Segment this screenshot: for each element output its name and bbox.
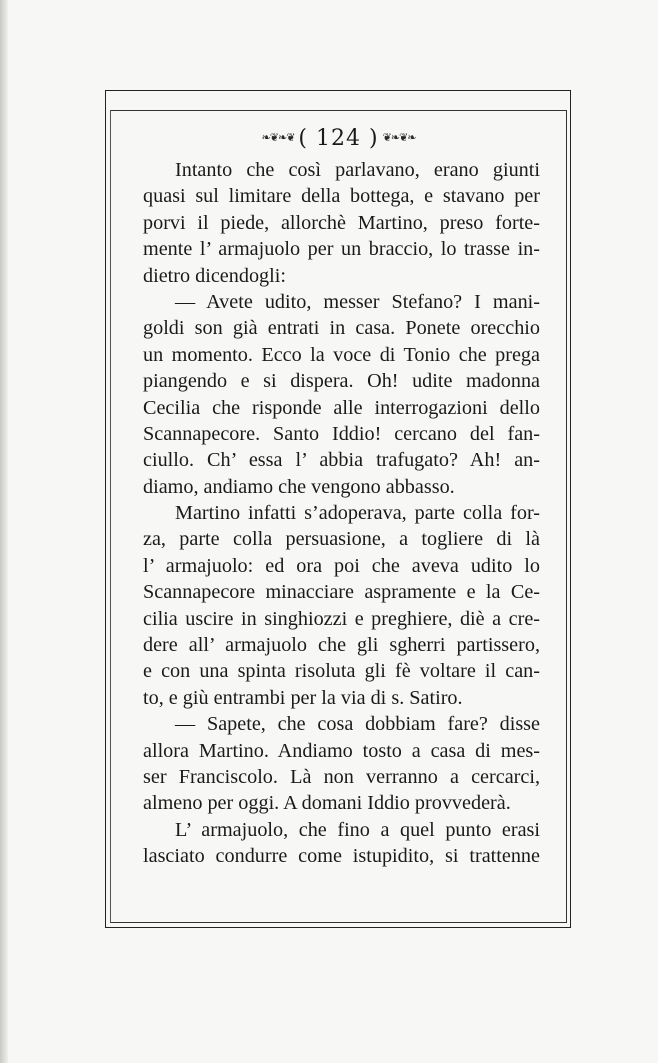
text-line: allora Martino. Andiamo tosto a casa di mes- bbox=[143, 739, 540, 762]
text-line: dere all’ armajuolo che gli sgherri partissero, bbox=[143, 634, 540, 657]
ornament-left-icon: ❧❦❧❦ bbox=[261, 131, 295, 144]
page-header bbox=[110, 126, 567, 151]
text-line: Cecilia che risponde alle interrogazioni dello bbox=[143, 396, 540, 419]
text-line: un momento. Ecco la voce di Tonio che prega bbox=[143, 343, 540, 366]
text-line: mente l’ armajuolo per un braccio, lo trasse in- bbox=[143, 238, 540, 261]
text-line: cilia uscire in singhiozzi e preghiere, diè a cre- bbox=[143, 607, 540, 630]
text-line: Scannapecore minacciare aspramente e la Ce- bbox=[143, 581, 540, 604]
ornament-right-icon: ❦❧❦❧ bbox=[382, 131, 416, 144]
text-line: — Sapete, che cosa dobbiam fare? disse bbox=[175, 713, 540, 736]
text-line: l’ armajuolo: ed ora poi che aveva udito lo bbox=[143, 554, 540, 577]
text-line: Martino infatti s’adoperava, parte colla for- bbox=[175, 502, 540, 525]
text-line: piangendo e si dispera. Oh! udite madonna bbox=[143, 370, 540, 393]
text-line: L’ armajuolo, che fino a quel punto erasi bbox=[175, 818, 540, 841]
text-line: ser Franciscolo. Là non verranno a cercarci, bbox=[143, 765, 540, 788]
text-line: quasi sul limitare della bottega, e stavano per bbox=[143, 185, 540, 208]
text-line: Intanto che così parlavano, erano giunti bbox=[175, 159, 540, 181]
text-line: diamo, andiamo che vengono abbasso. bbox=[143, 475, 455, 498]
text-line: lasciato condurre come istupidito, si trattenne bbox=[143, 845, 540, 868]
text-line: za, parte colla persuasione, a togliere di là bbox=[143, 528, 540, 551]
body-text bbox=[143, 157, 540, 870]
scan-page-edge bbox=[0, 0, 8, 1063]
text-line: porvi il piede, allorchè Martino, preso forte- bbox=[143, 211, 540, 234]
text-line: dietro dicendogli: bbox=[143, 264, 286, 287]
text-line: ciullo. Ch’ essa l’ abbia trafugato? Ah! an- bbox=[143, 449, 540, 472]
text-line: e con una spinta risoluta gli fè voltare il can- bbox=[143, 660, 540, 683]
text-line: to, e giù entrambi per la via di s. Satiro. bbox=[143, 686, 463, 709]
page-number: ( 124 ) bbox=[298, 126, 379, 151]
text-line: Scannapecore. Santo Iddio! cercano del fan- bbox=[143, 422, 540, 445]
text-line: — Avete udito, messer Stefano? I mani- bbox=[175, 290, 540, 313]
text-line: almeno per oggi. A domani Iddio provvederà. bbox=[143, 792, 511, 815]
text-line: goldi son già entrati in casa. Ponete orecchio bbox=[143, 317, 540, 340]
